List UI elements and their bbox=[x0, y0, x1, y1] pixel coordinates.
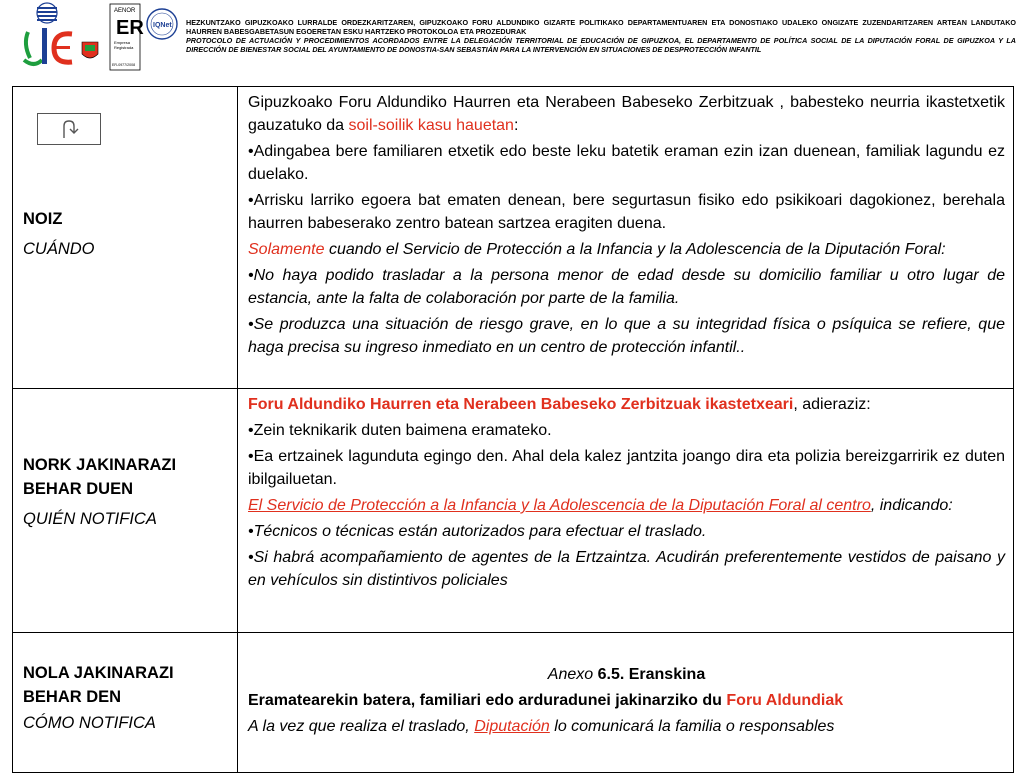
paragraph-es: El Servicio de Protección a la Infancia y la Adolescencia de la Diputación Foral al centro, indicando: bbox=[248, 497, 953, 514]
bullet-eu: •Ea ertzainek lagunduta egingo den. Ahal dela kalez jantzita joango dira eta polizia bereizgarririk ez duten ibilgailuetan. bbox=[248, 448, 1005, 488]
header-title bbox=[186, 18, 1016, 54]
highlight-text: Foru Aldundiak bbox=[726, 692, 844, 709]
svg-text:ER: ER bbox=[116, 17, 144, 39]
bullet-eu: •Zein teknikarik duten baimena eramateko. bbox=[248, 422, 552, 439]
annex-reference: Anexo 6.5. Eranskina bbox=[547, 666, 706, 683]
paragraph-es: A la vez que realiza el traslado, Diputación lo comunicará la familia o responsables bbox=[248, 718, 835, 735]
row-label-eu: NOIZ bbox=[23, 210, 63, 228]
highlight-link[interactable]: Diputación bbox=[474, 718, 550, 735]
svg-text:AENOR: AENOR bbox=[114, 8, 136, 14]
bullet-es: •No haya podido trasladar a la persona menor de edad desde su domicilio familiar u otro lugar de estancia, ante la falta de colaboración por parte de la familia. bbox=[248, 267, 1005, 307]
highlight-link[interactable]: El Servicio de Protección a la Infancia y la Adolescencia de la Diputación Foral al centro bbox=[248, 497, 871, 514]
bullet-es: •Se produzca una situación de riesgo grave, en lo que a su integridad física o psíquica se refiere, que haga precisa su ingreso inmediato en un centro de protección infantil.. bbox=[248, 316, 1005, 356]
return-arrow-icon[interactable] bbox=[37, 113, 101, 145]
globe-logo-icon bbox=[37, 3, 57, 23]
row-content-cell bbox=[238, 633, 1014, 773]
coat-of-arms-icon bbox=[82, 42, 98, 58]
svg-text:Registrada: Registrada bbox=[114, 45, 134, 50]
bullet-es: •Técnicos o técnicas están autorizados para efectuar el traslado. bbox=[248, 523, 707, 540]
table-row-when bbox=[13, 87, 1014, 389]
row-label-es: QUIÉN NOTIFICA bbox=[23, 510, 157, 528]
svg-text:ER-0977/2008: ER-0977/2008 bbox=[112, 63, 136, 67]
ie-brand-logo-icon bbox=[24, 28, 72, 64]
row-label-eu: NOLA JAKINARAZI BEHAR DEN bbox=[23, 664, 174, 706]
svg-text:Empresa: Empresa bbox=[114, 40, 131, 45]
bullet-eu: •Arrisku larriko egoera bat ematen denean, bere segurtasun fisiko edo psikikoari dagokionez, berehala haurren babeserako zentro batean sartzea eragiten duena. bbox=[248, 192, 1005, 232]
row-label-es: CÓMO NOTIFICA bbox=[23, 714, 156, 732]
row-label-es: CUÁNDO bbox=[23, 240, 95, 258]
table-row-who bbox=[13, 389, 1014, 633]
iqnet-seal-icon bbox=[147, 9, 177, 39]
row-label-cell bbox=[13, 389, 238, 633]
highlight-text: Foru Aldundiko Haurren eta Nerabeen Babeseko Zerbitzuak ikastetxeari bbox=[248, 396, 794, 413]
row-content-cell bbox=[238, 389, 1014, 633]
row-label-eu: NORK JAKINARAZI BEHAR DUEN bbox=[23, 456, 177, 498]
paragraph-es: Solamente cuando el Servicio de Protección a la Infancia y la Adolescencia de la Diputación Foral: bbox=[248, 241, 946, 258]
table-row-how bbox=[13, 633, 1014, 773]
paragraph-eu: Eramatearekin batera, familiari edo arduradunei jakinarziko du Foru Aldundiak bbox=[248, 692, 844, 709]
paragraph-eu: Gipuzkoako Foru Aldundiko Haurren eta Nerabeen Babeseko Zerbitzuak , babesteko neurria ikastetxetik gauzatuko da soil-soilik kasu hauetan: bbox=[248, 94, 1005, 134]
institutional-logos bbox=[20, 2, 180, 74]
bullet-es: •Si habrá acompañamiento de agentes de la Ertzaintza. Acudirán preferentemente vestidos de paisano y en vehículos sin distintivos policiales bbox=[248, 549, 1005, 589]
svg-text:IQNet: IQNet bbox=[153, 22, 172, 29]
paragraph-eu: Foru Aldundiko Haurren eta Nerabeen Babeseko Zerbitzuak ikastetxeari, adieraziz: bbox=[248, 396, 871, 413]
document-header bbox=[0, 0, 1024, 80]
row-label-cell bbox=[13, 87, 238, 389]
header-title-eu: HEZKUNTZAKO GIPUZKOAKO LURRALDE ORDEZKARITZAREN, GIPUZKOAKO FORU ALDUNDIKO GIZARTE POLITIKAKO DEPARTAMENTUAREN ETA DONOSTIAKO UDALEKO ONGIZATE ZUZENDARITZAREN ARTEAN LANDUTAKO HAURREN BABESGABETASUN EGOERETAN ESKU HARTZEKO PROTOKOLOA ETA PROZEDURAK bbox=[186, 18, 1016, 36]
bullet-eu: •Adingabea bere familiaren etxetik edo beste leku batetik eraman ezin izan duenean, familiak lagundu ez duelako. bbox=[248, 143, 1005, 183]
row-content-cell bbox=[238, 87, 1014, 389]
protocol-table bbox=[12, 86, 1014, 773]
highlight-text: Solamente bbox=[248, 241, 325, 258]
row-label-cell bbox=[13, 633, 238, 773]
aenor-certification-icon bbox=[110, 4, 144, 70]
highlight-text: soil-soilik kasu hauetan bbox=[348, 117, 514, 134]
header-title-es: PROTOCOLO DE ACTUACIÓN Y PROCEDIMIENTOS ACORDADOS ENTRE LA DELEGACIÓN TERRITORIAL DE EDUCACIÓN DE GIPUZKOA, EL DEPARTAMENTO DE POLÍTICA SOCIAL DE LA DIPUTACIÓN FORAL DE GIPUZKOA Y LA DIRECCIÓN DE BIENESTAR SOCIAL DEL AYUNTAMIENTO DE DONOSTIA-SAN SEBASTIÁN PARA LA INTERVENCIÓN EN SITUACIONES DE DESPROTECCIÓN INFANTIL bbox=[186, 36, 1016, 54]
